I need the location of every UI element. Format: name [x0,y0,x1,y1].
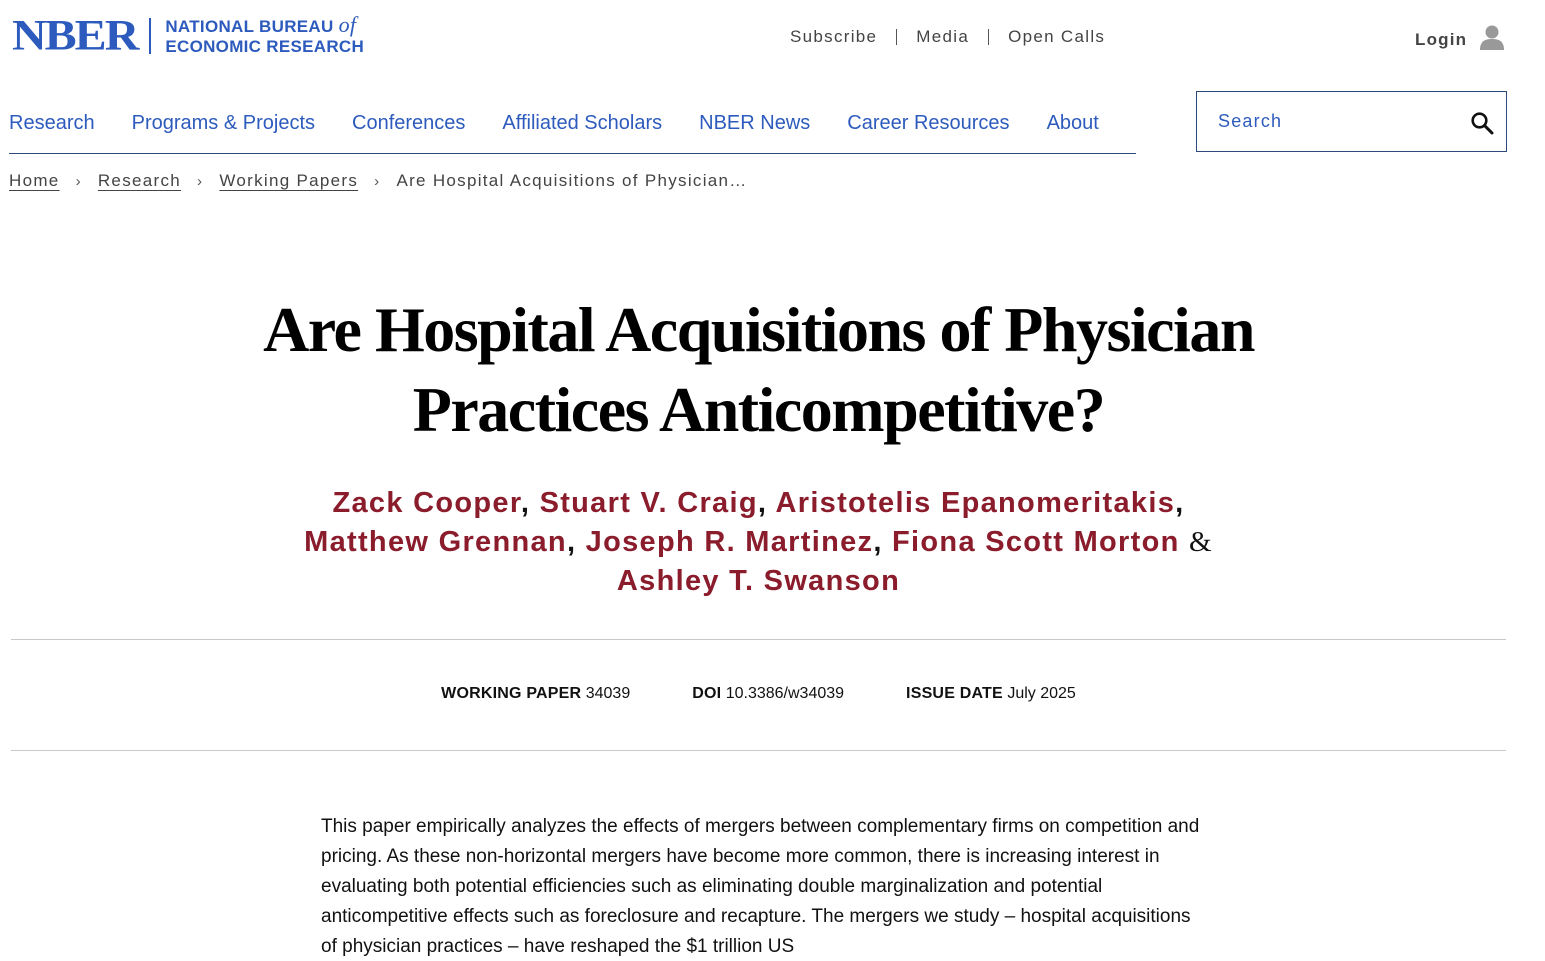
abstract-text: This paper empirically analyzes the effects of mergers between complementary firms on competition and pricing. As these non-horizontal mergers have become more common, there is increasing interest in evaluating both potential efficiencies such as eliminating double marginalization and potential anticompetitive effects such as foreclosure and recapture. The mergers we study – hospital acquisitions of physician practices – have reshaped the $1 trillion US [321,816,1200,957]
search-input[interactable] [1216,101,1460,143]
nav-about[interactable]: About [1046,112,1099,134]
open-calls-link[interactable]: Open Calls [1008,27,1106,46]
author-link[interactable]: Aristotelis Epanomeritakis [775,487,1176,519]
nav-affiliated-scholars[interactable]: Affiliated Scholars [502,112,663,134]
utility-nav [790,27,1105,47]
login-label: Login [1415,29,1468,49]
logo-of: of [338,12,357,37]
meta-value: 10.3386/w34039 [725,685,845,702]
paper-meta [0,685,1517,703]
meta-value: July 2025 [1007,685,1076,702]
logo-line1 [165,12,357,37]
divider [11,639,1506,640]
main-nav [9,108,1136,154]
page-title [0,290,1517,450]
logo-line1-text: NATIONAL BUREAU [165,17,339,36]
title-line-1: Are Hospital Acquisitions of Physician [263,294,1254,365]
search-box [1196,91,1507,152]
chevron-right-icon: › [374,172,381,190]
nav-programs-projects[interactable]: Programs & Projects [131,112,315,134]
author-link[interactable]: Zack Cooper [332,487,521,519]
media-link[interactable]: Media [916,27,970,46]
meta-label: ISSUE DATE [906,685,1003,702]
meta-label: DOI [692,685,722,702]
user-icon [1479,24,1505,55]
chevron-right-icon: › [197,172,204,190]
breadcrumb [9,171,748,191]
title-line-2: Practices Anticompetitive? [412,374,1105,445]
chevron-right-icon: › [75,172,82,190]
issue-date [906,685,1076,703]
doi [692,685,844,703]
login-button[interactable] [1415,24,1505,55]
nav-research[interactable]: Research [9,112,95,134]
author-list: Zack Cooper, Stuart V. Craig, Aristotelis Epanomeritakis, Matthew Grennan, Joseph R. Martinez, Fiona Scott Morton & Ashley T. Swanson [304,487,1213,597]
logo-line2: ECONOMIC RESEARCH [165,37,365,56]
nav-nber-news[interactable]: NBER News [699,112,811,134]
nber-logo[interactable] [12,11,365,60]
logo-divider [149,18,151,54]
author-link[interactable]: Joseph R. Martinez [585,526,874,558]
breadcrumb-research[interactable]: Research [97,171,182,190]
breadcrumb-home[interactable]: Home [9,171,60,190]
subscribe-link[interactable]: Subscribe [790,27,878,46]
breadcrumb-working-papers[interactable]: Working Papers [219,171,359,190]
divider [11,750,1506,751]
logo-mark: NBER [12,11,138,60]
working-paper-number [441,685,630,703]
breadcrumb-current: Are Hospital Acquisitions of Physician… [396,171,748,190]
author-link[interactable]: Matthew Grennan [304,526,567,558]
author-link[interactable]: Ashley T. Swanson [616,565,901,597]
meta-label: WORKING PAPER [441,685,582,702]
nav-conferences[interactable]: Conferences [352,112,466,134]
utility-separator [988,29,989,45]
author-link[interactable]: Fiona Scott Morton [892,526,1180,558]
search-icon[interactable] [1470,111,1494,140]
author-ampersand: & [1189,526,1213,558]
nav-career-resources[interactable]: Career Resources [847,112,1010,134]
meta-value: 34039 [585,685,631,702]
utility-separator [896,29,897,45]
author-link[interactable]: Stuart V. Craig [539,487,758,519]
logo-wordmark [165,12,365,57]
